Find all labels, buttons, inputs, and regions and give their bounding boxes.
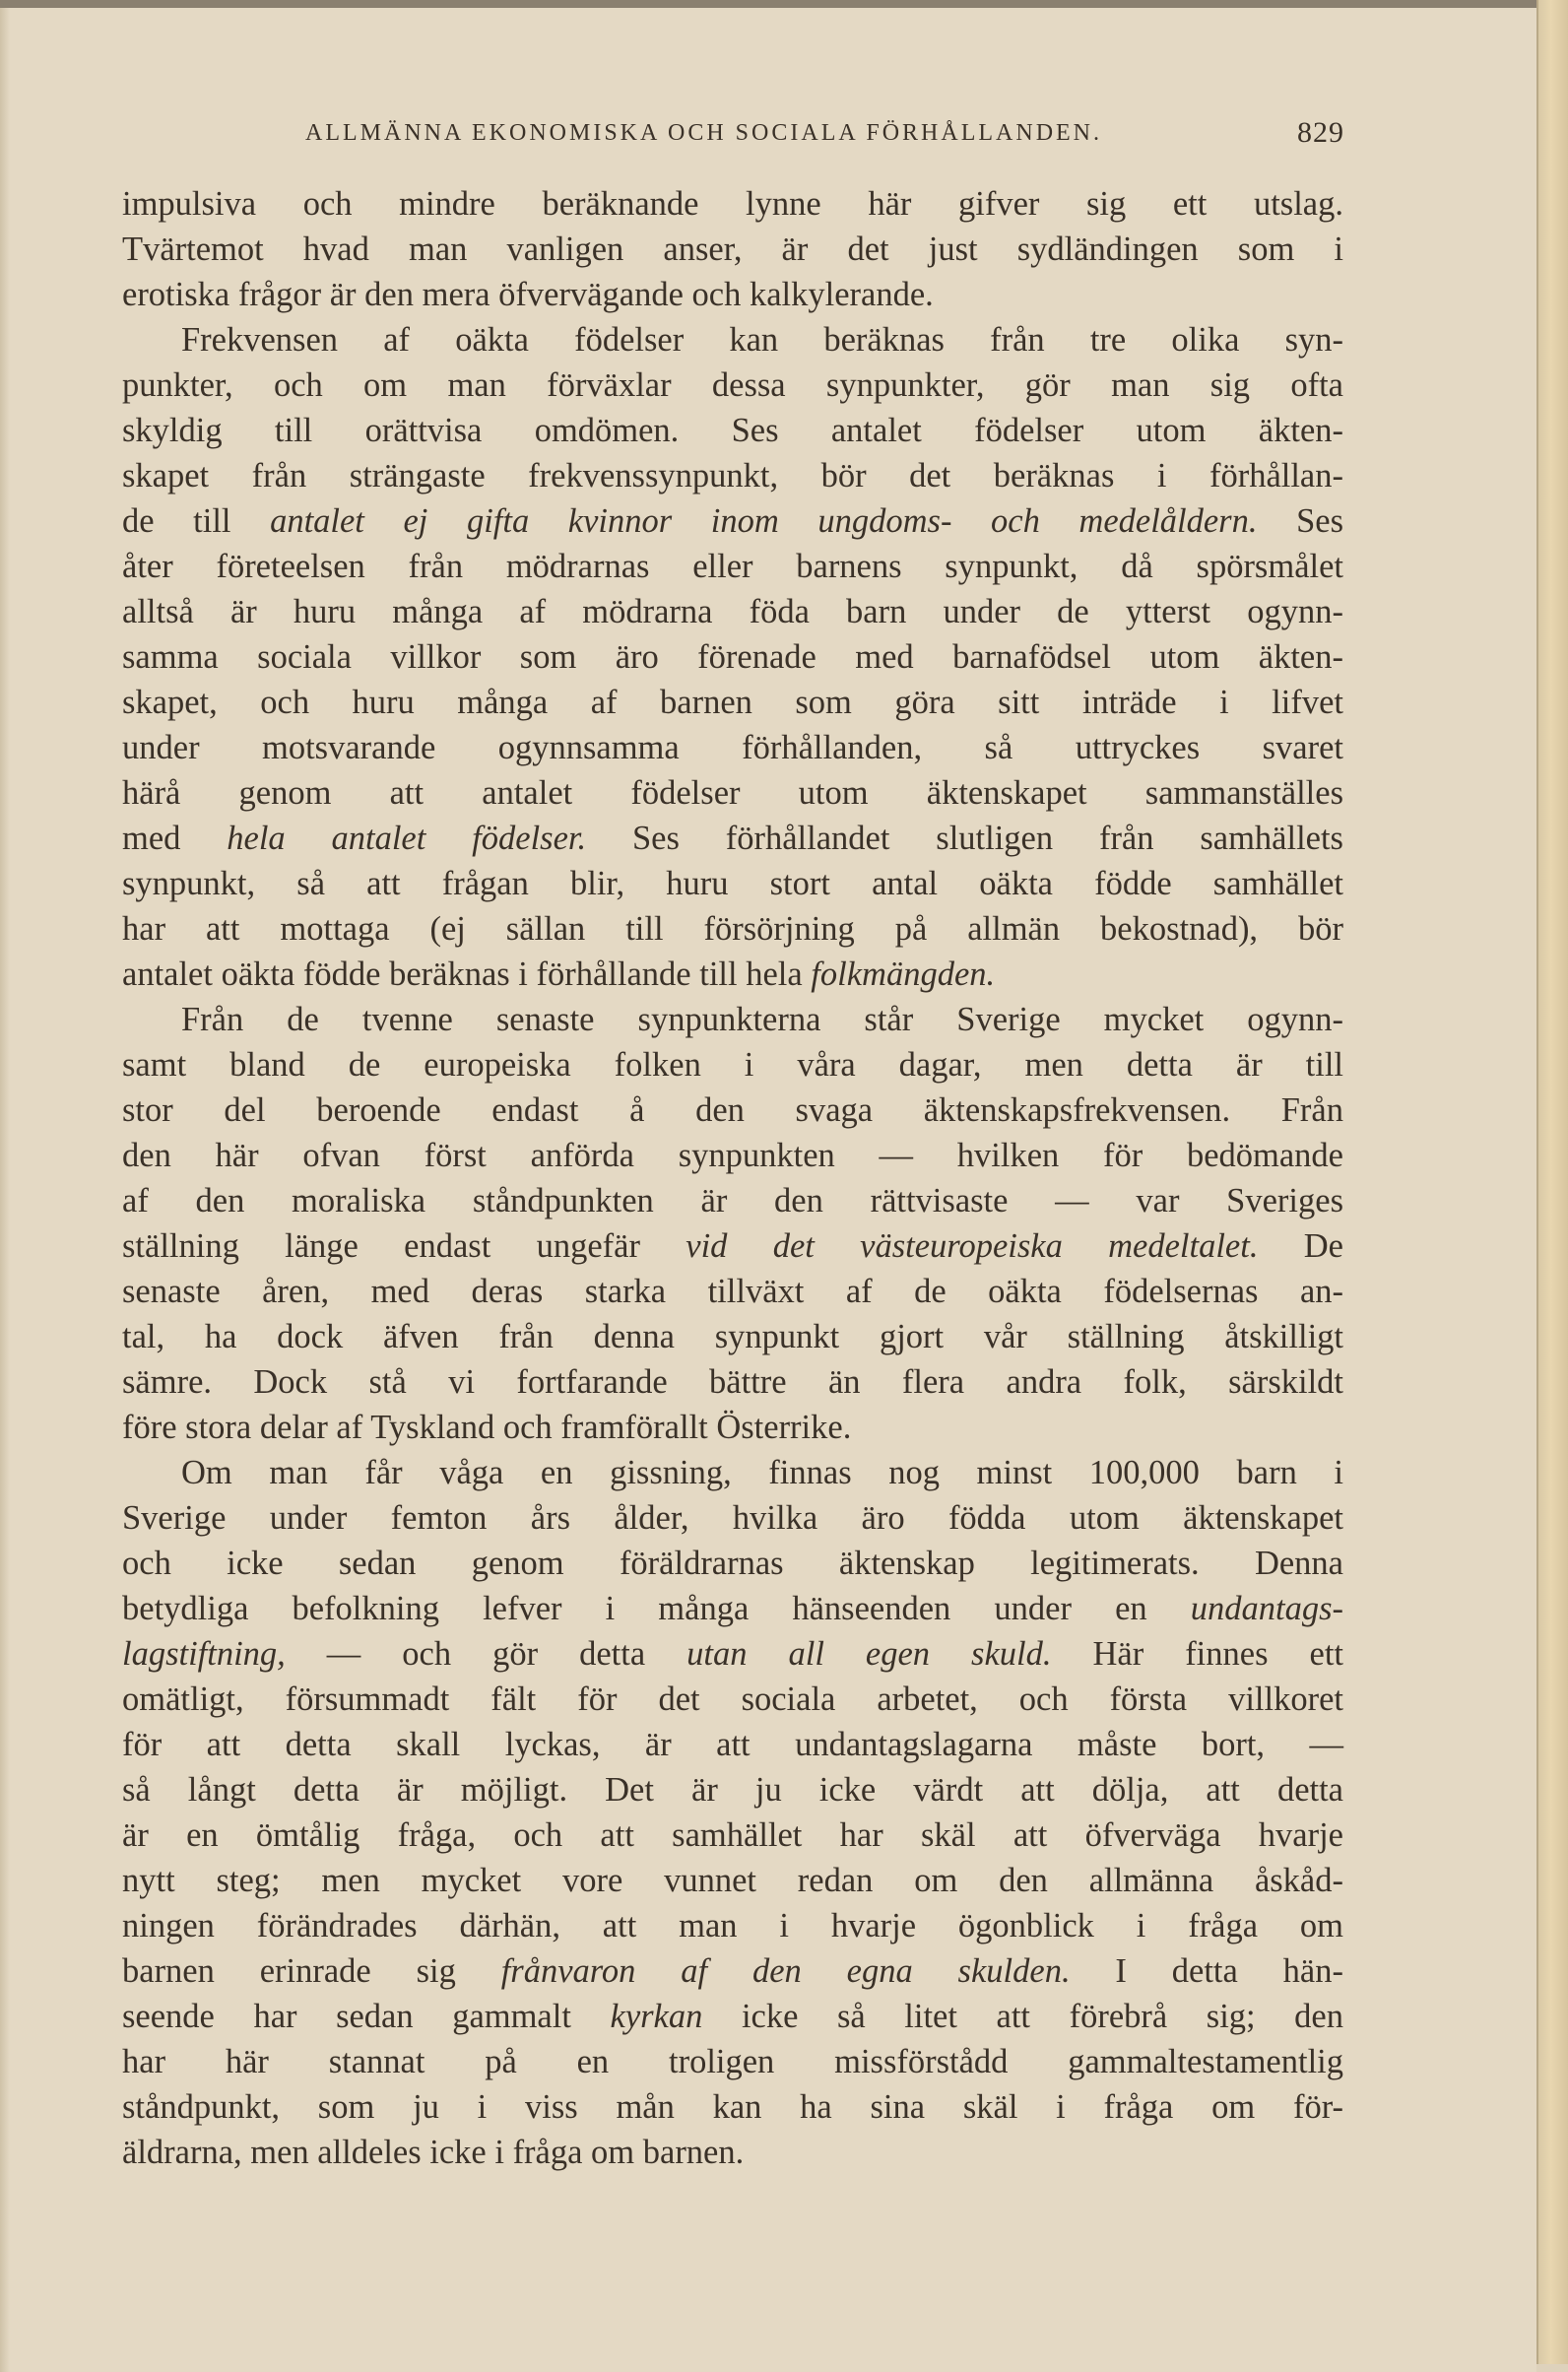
text-segment: Tvärtemot hvad man vanligen anser, är det just sydländingen som i — [122, 231, 1343, 268]
text-segment: för att detta skall lyckas, är att undantagslagarna måste bort, — — [122, 1726, 1343, 1763]
text-line — [122, 906, 1343, 952]
text-line — [122, 272, 1343, 317]
text-segment: med — [122, 820, 228, 857]
text-segment: samma sociala villkor som äro förenade med barnafödsel utom äkten- — [122, 638, 1343, 676]
page-left-edge — [0, 8, 10, 2372]
text-segment: är en ömtålig fråga, och att samhället har skäl att öfverväga hvarje — [122, 1816, 1343, 1854]
text-segment: Ses — [1257, 502, 1343, 540]
emphasized-text: kyrkan — [610, 1998, 703, 2035]
text-segment: impulsiva och mindre beräknande lynne här gifver sig ett utslag. — [122, 185, 1343, 223]
text-segment: Från de tvenne senaste synpunkterna står Sverige mycket ogynn- — [181, 1001, 1343, 1038]
text-segment: punkter, och om man förväxlar dessa synpunkter, gör man sig ofta — [122, 366, 1343, 404]
text-segment: ningen förändrades därhän, att man i hvarje ögonblick i fråga om — [122, 1907, 1343, 1944]
text-segment: nytt steg; men mycket vore vunnet redan om den allmänna åskåd- — [122, 1862, 1343, 1899]
page-number: 829 — [1297, 116, 1344, 149]
text-segment: åter företeelsen från mödrarnas eller barnens synpunkt, då spörsmålet — [122, 548, 1343, 585]
text-segment: Sverige under femton års ålder, hvilka äro födda utom äktenskapet — [122, 1499, 1343, 1537]
emphasized-text: hela antalet födelser. — [227, 820, 587, 857]
text-segment: erotiska frågor är den mera öfvervägande och kalkylerande. — [122, 276, 934, 313]
emphasized-text: utan all egen skuld. — [686, 1635, 1052, 1673]
text-line — [122, 181, 1343, 227]
emphasized-text: antalet ej gifta kvinnor inom ungdoms- och medelåldern. — [270, 502, 1258, 540]
running-header — [305, 116, 1344, 156]
text-segment: senaste åren, med deras starka tillväxt af de oäkta födelsernas an- — [122, 1273, 1343, 1310]
text-segment: så långt detta är möjligt. Det är ju icke värdt att dölja, att detta — [122, 1771, 1343, 1809]
text-segment: har här stannat på en troligen missförstådd gammaltestamentlig — [122, 2043, 1343, 2080]
text-line — [122, 1223, 1343, 1269]
text-line — [122, 1767, 1343, 1812]
text-line — [122, 1903, 1343, 1948]
text-segment: betydliga befolkning lefver i många hänseenden under en — [122, 1590, 1191, 1627]
text-line — [122, 1178, 1343, 1223]
text-line — [122, 1359, 1343, 1405]
text-segment: stor del beroende endast å den svaga äktenskapsfrekvensen. Från — [122, 1091, 1343, 1129]
text-segment: före stora delar af Tyskland och framförallt Österrike. — [122, 1409, 852, 1446]
text-segment: barnen erinrade sig — [122, 1952, 501, 1990]
text-segment: de till — [122, 502, 271, 540]
emphasized-text: vid det västeuropeiska medeltalet. — [686, 1227, 1259, 1265]
text-segment: härå genom att antalet födelser utom äktenskapet sammanställes — [122, 774, 1343, 812]
text-line — [122, 770, 1343, 816]
text-line — [122, 1812, 1343, 1858]
text-segment: skapet från strängaste frekvenssynpunkt, bör det beräknas i förhållan- — [122, 457, 1343, 494]
text-line — [122, 725, 1343, 770]
text-line — [122, 1541, 1343, 1586]
text-line — [122, 1994, 1343, 2039]
text-line — [122, 1722, 1343, 1767]
text-segment: skapet, och huru många af barnen som göra sitt inträde i lifvet — [122, 684, 1343, 721]
text-line — [122, 544, 1343, 589]
text-segment: antalet oäkta födde beräknas i förhållande till hela — [122, 955, 812, 993]
text-line — [122, 634, 1343, 680]
emphasized-text: frånvaron af den egna skulden. — [500, 1952, 1071, 1990]
text-segment: Här finnes ett — [1051, 1635, 1343, 1673]
text-line — [122, 1087, 1343, 1133]
header-title: ALLMÄNNA EKONOMISKA OCH SOCIALA FÖRHÅLLANDEN. — [305, 120, 1103, 146]
text-line — [122, 1677, 1343, 1722]
text-line — [122, 861, 1343, 906]
text-segment: den här ofvan först anförda synpunkten — hvilken för bedömande — [122, 1137, 1343, 1174]
text-line — [122, 1858, 1343, 1903]
text-segment: tal, ha dock äfven från denna synpunkt gjort vår ställning åtskilligt — [122, 1318, 1343, 1355]
text-segment: De — [1258, 1227, 1343, 1265]
text-line — [122, 2084, 1343, 2130]
text-line — [122, 1314, 1343, 1359]
text-segment: äldrarna, men alldeles icke i fråga om barnen. — [122, 2134, 745, 2171]
text-line — [122, 1948, 1343, 1994]
text-line — [122, 589, 1343, 634]
text-segment: Frekvensen af oäkta födelser kan beräknas från tre olika syn- — [181, 321, 1343, 359]
text-line — [122, 1405, 1343, 1450]
text-segment: har att mottaga (ej sällan till försörjning på allmän bekostnad), bör — [122, 910, 1343, 948]
text-line — [122, 680, 1343, 725]
text-segment: icke så litet att förebrå sig; den — [702, 1998, 1343, 2035]
text-line — [122, 1450, 1343, 1495]
text-line — [122, 1042, 1343, 1087]
text-line — [122, 1269, 1343, 1314]
text-line — [122, 1631, 1343, 1677]
text-line — [122, 498, 1343, 544]
text-segment: — och gör detta — [285, 1635, 687, 1673]
text-segment: Ses förhållandet slutligen från samhällets — [586, 820, 1343, 857]
text-segment: synpunkt, så att frågan blir, huru stort antal oäkta födde samhället — [122, 865, 1343, 902]
text-line — [122, 362, 1343, 408]
text-segment: samt bland de europeiska folken i våra dagar, men detta är till — [122, 1046, 1343, 1084]
text-segment: under motsvarande ogynnsamma förhållanden, så uttryckes svaret — [122, 729, 1343, 766]
emphasized-text: folkmängden. — [811, 955, 996, 993]
text-line — [122, 1133, 1343, 1178]
text-segment: I detta hän- — [1070, 1952, 1343, 1990]
text-line — [122, 2039, 1343, 2084]
text-line — [122, 453, 1343, 498]
text-segment: ståndpunkt, som ju i viss mån kan ha sina skäl i fråga om för- — [122, 2088, 1343, 2126]
text-line — [122, 2130, 1343, 2175]
emphasized-text: lagstiftning, — [122, 1635, 286, 1673]
text-line — [122, 1495, 1343, 1541]
text-line — [122, 1586, 1343, 1631]
text-segment: sämre. Dock stå vi fortfarande bättre än flera andra folk, särskildt — [122, 1363, 1343, 1401]
text-segment: och icke sedan genom föräldrarnas äktenskap legitimerats. Denna — [122, 1545, 1343, 1582]
text-segment: Om man får våga en gissning, finnas nog minst 100,000 barn i — [181, 1454, 1343, 1491]
text-line — [122, 816, 1343, 861]
text-line — [122, 997, 1343, 1042]
text-line — [122, 952, 1343, 997]
emphasized-text: undantags- — [1190, 1590, 1343, 1627]
text-segment: alltså är huru många af mödrarna föda barn under de ytterst ogynn- — [122, 593, 1343, 630]
text-segment: omätligt, försummadt fält för det sociala arbetet, och första villkoret — [122, 1680, 1343, 1718]
text-segment: af den moraliska ståndpunkten är den rättvisaste — var Sveriges — [122, 1182, 1343, 1219]
text-segment: skyldig till orättvisa omdömen. Ses antalet födelser utom äkten- — [122, 412, 1343, 449]
page-gutter — [1536, 0, 1568, 2364]
text-segment: seende har sedan gammalt — [122, 1998, 611, 2035]
text-line — [122, 227, 1343, 272]
text-line — [122, 408, 1343, 453]
body-text — [122, 181, 1343, 2175]
text-segment: ställning länge endast ungefär — [122, 1227, 686, 1265]
text-line — [122, 317, 1343, 362]
